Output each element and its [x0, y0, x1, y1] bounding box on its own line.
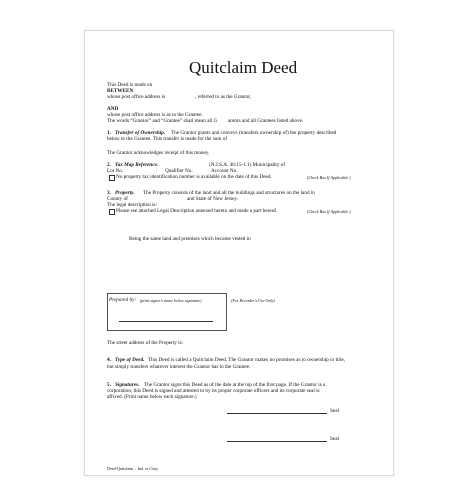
legal-description-checkbox[interactable]	[109, 209, 115, 215]
section-4-text-2: but simply transfers whatever interest the Grantor has to the Grantee.	[107, 364, 251, 370]
section-5-text-2: corporation, this Deed is signed and attested to by its proper corporate officers and its corporate seal is	[107, 388, 320, 394]
made-on-text: This Deed is made on	[107, 82, 153, 88]
document-footer: Deed-Quitclaim – Ind. or Corp	[107, 466, 158, 471]
between-heading: BETWEEN	[107, 88, 134, 94]
section-5-text-1: The Grantor signs this Deed as of the date at the top of the first page. If the Grantor is a	[144, 382, 326, 388]
section-5-number: 5.	[107, 382, 111, 388]
section-1-text-2: below to the Grantee. This transfer is made for the sum of	[107, 136, 228, 142]
section-3-heading: Property.	[115, 190, 135, 196]
no-tax-id-text: No property tax identification number is available on the date of this Deed.	[116, 174, 272, 180]
words-text: The words “Grantor” and “Grantee” shall mean all G	[107, 118, 218, 124]
section-4-text-1: This Deed is called a Quitclaim Deed. The Grantor makes no promises as to ownership or title,	[148, 357, 345, 363]
section-5-text-3: affixed. (Print name below each signature.)	[107, 394, 197, 400]
legal-description-label: The legal description is:	[107, 202, 157, 208]
section-2-heading: Tax Map Reference.	[115, 162, 159, 168]
post-office-text-2: whose post office address is as to the Grantee.	[107, 112, 203, 118]
document-title: Quitclaim Deed	[189, 58, 298, 77]
prepared-by-label: Prepared by:	[109, 297, 137, 303]
prepared-by-signature-line	[119, 321, 213, 322]
section-1-ack: The Grantor acknowledges receipt of this money.	[107, 150, 210, 156]
signature-line-1	[227, 413, 327, 414]
post-office-text-1: whose post office address is	[107, 94, 166, 100]
seal-label-2: Seal	[330, 436, 339, 442]
qualifier-label: Qualifier No.	[165, 168, 193, 174]
referred-grantor-text: , referred to as the Grantor,	[195, 94, 252, 100]
recorder-use-label: (For Recorder's Use Only)	[231, 298, 275, 303]
section-3-text-1: The Property consists of the land and all the buildings and structures on the land in	[143, 190, 315, 196]
county-label: County of	[107, 196, 128, 202]
section-2-njsa: (N.J.S.A. 46:15-1.1) Municipality of	[209, 162, 286, 168]
being-text: Being the same land and premises which became vested in	[129, 236, 251, 242]
street-address-text: The street address of the Property is:	[107, 340, 184, 346]
account-label: Account No.	[211, 168, 238, 174]
please-see-text: Please see attached Legal Description annexed hereto and made a part hereof.	[116, 208, 278, 214]
words-text-2: antors and all Grantees listed above.	[228, 118, 304, 124]
no-tax-id-checkbox[interactable]	[109, 175, 115, 181]
section-5-heading: Signatures.	[115, 382, 140, 388]
lot-label: Lot No.	[107, 168, 124, 174]
section-1-text-1: The Grantor grants and conveys (transfers ownership of) the property described	[171, 130, 337, 136]
section-1-heading: Transfer of Ownership.	[115, 130, 166, 136]
section-3-number: 3.	[107, 190, 111, 196]
state-text: and State of New Jersey.	[187, 196, 239, 202]
section-2-number: 2.	[107, 162, 111, 168]
section-3-check-note: (Check Box If Applicable.)	[307, 209, 351, 214]
prepared-by-sub: (print signer's name below signature)	[140, 298, 202, 303]
section-4-heading: Type of Deed.	[115, 357, 145, 363]
section-2-check-note: (Check Box If Applicable.)	[307, 175, 351, 180]
seal-label-1: Seal	[330, 408, 339, 414]
section-1-number: 1.	[107, 130, 111, 136]
deed-page	[84, 30, 394, 476]
section-4-number: 4.	[107, 357, 111, 363]
and-heading: AND	[107, 106, 119, 112]
signature-line-2	[227, 441, 327, 442]
